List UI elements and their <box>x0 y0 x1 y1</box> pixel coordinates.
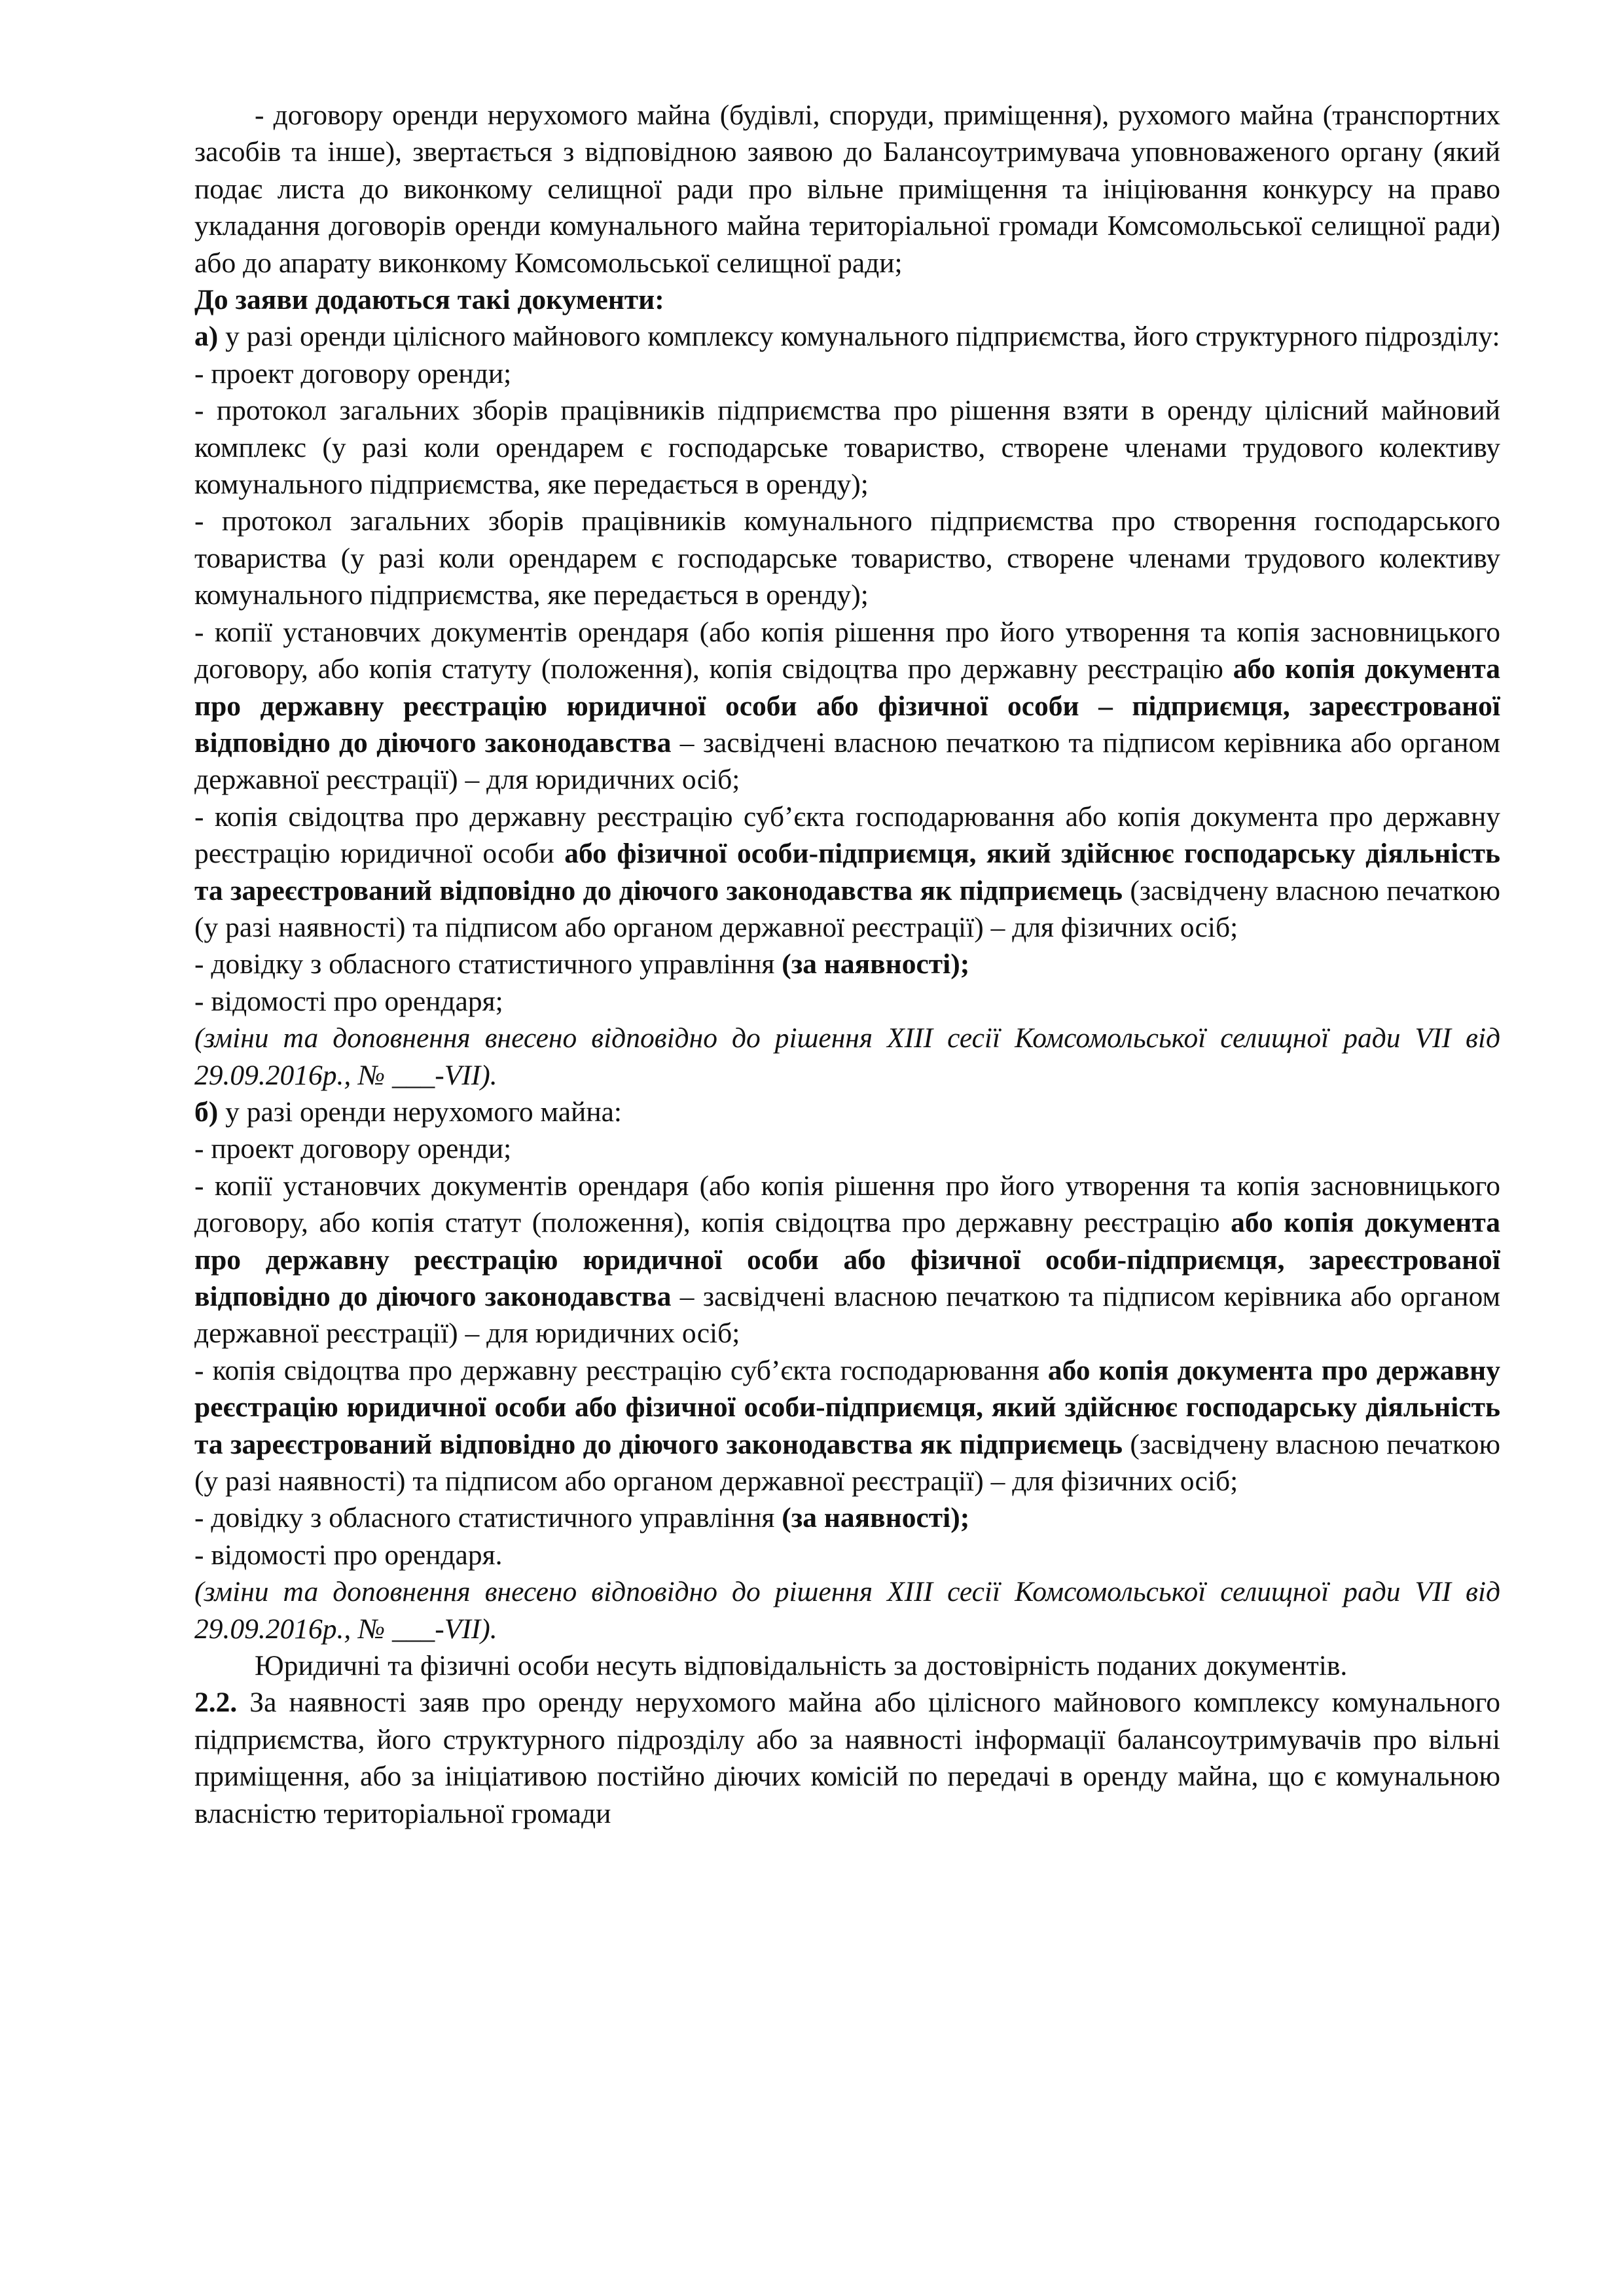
section-a-item <box>194 946 1500 982</box>
document-page <box>194 97 1500 1832</box>
item-text: - копія свідоцтва про державну реєстрацію суб’єкта господарювання або копія документа про державну реєстрацію юридичної особи <box>194 800 1500 870</box>
section-a-item: - відомості про орендаря; <box>194 985 503 1017</box>
item-bold-text: або копія документа про державну реєстрацію юридичної особи або фізичної особи – підприємця, зареєстрованої відповідно до діючого законодавства <box>194 653 1500 759</box>
section-b-intro <box>194 1094 1500 1130</box>
section-b-item <box>194 1352 1500 1500</box>
paragraph-lease-application: - договору оренди нерухомого майна (будівлі, споруди, приміщення), рухомого майна (транспортних засобів та інше), звертається з відповідною заявою до Балансоутримувача уповноваженого органу (який подає листа до виконкому селищної ради про вільне приміщення та ініціювання конкурсу на право укладання договорів оренди комунального майна територіальної громади Комсомольської селищної ради) або до апарату виконкому Комсомольської селищної ради; <box>194 99 1500 279</box>
item-text: - довідку з обласного статистичного управління <box>194 948 782 980</box>
item-text: (засвідчену власною печаткою (у разі наявності) та підписом або органом державної реєстрації) – для фізичних осіб; <box>194 1428 1500 1498</box>
section-a-item <box>194 798 1500 946</box>
section-2-2 <box>194 1684 1500 1832</box>
item-bold-text: (за наявності); <box>782 948 970 980</box>
section-b-item <box>194 1499 1500 1536</box>
section-b-item: - проект договору оренди; <box>194 1133 512 1165</box>
item-bold-text: або копія документа про державну реєстрацію юридичної особи або фізичної особи-підприємця, який здійснює господарську діяльність та зареєстрований відповідно до діючого законодавства як підприємець <box>194 1354 1500 1460</box>
section-a-marker: а) <box>194 321 219 353</box>
section-a-item: - проект договору оренди; <box>194 357 512 389</box>
amendment-note: (зміни та доповнення внесено відповідно до рішення XIII сесії Комсомольської селищної ради VII від 29.09.2016р., № ___-VII). <box>194 1022 1500 1091</box>
section-a-intro-text: у разі оренди цілісного майнового комплексу комунального підприємства, його структурного підрозділу: <box>218 321 1500 353</box>
section-2-2-text: За наявності заяв про оренду нерухомого майна або цілісного майнового комплексу комунального підприємства, його структурного підрозділу або за наявності інформації балансоутримувачів про вільні приміщення, або за ініціативою постійно діючих комісій по передачі в оренду майна, що є комунальною власністю територіальної громади <box>194 1687 1500 1829</box>
responsibility-paragraph: Юридичні та фізичні особи несуть відповідальність за достовірність поданих документів. <box>255 1650 1348 1682</box>
section-b-item <box>194 1168 1500 1352</box>
item-bold-text: або фізичної особи-підприємця, який здійснює господарську діяльність та зареєстрований відповідно до діючого законодавства як підприємець <box>194 838 1500 906</box>
section-b-intro-text: у разі оренди нерухомого майна: <box>218 1096 623 1128</box>
documents-heading: До заяви додаються такі документи: <box>194 284 664 316</box>
section-number: 2.2. <box>194 1687 238 1719</box>
item-bold-text: (за наявності); <box>782 1502 970 1534</box>
item-text: - копії установчих документів орендаря (або копія рішення про його утворення та копія засновницького договору, або копія статуту (положення), копія свідоцтва про державну реєстрацію <box>194 616 1500 685</box>
section-a-item <box>194 614 1500 798</box>
section-b-marker: б) <box>194 1096 219 1128</box>
section-a-item: - протокол загальних зборів працівників комунального підприємства про створення господарського товариства (у разі коли орендарем є господарське товариство, створене членами трудового колективу комунального підприємства, яке передається в оренду); <box>194 505 1500 611</box>
section-a-item: - протокол загальних зборів працівників підприємства про рішення взяти в оренду цілісний майновий комплекс (у разі коли орендарем є господарське товариство, створене членами трудового колективу комунального підприємства, яке передається в оренду); <box>194 395 1500 501</box>
item-text: - копії установчих документів орендаря (або копія рішення про його утворення та копія засновницького договору, або копія статут (положення), копія свідоцтва про державну реєстрацію <box>194 1170 1500 1239</box>
item-bold-text: або копія документа про державну реєстрацію юридичної особи або фізичної особи-підприємця, зареєстрованої відповідно до діючого законодавства <box>194 1207 1500 1312</box>
item-text: - копія свідоцтва про державну реєстрацію суб’єкта господарювання <box>194 1354 1048 1386</box>
amendment-note: (зміни та доповнення внесено відповідно до рішення XIII сесії Комсомольської селищної ради VII від 29.09.2016р., № ___-VII). <box>194 1576 1500 1645</box>
item-text: (засвідчену власною печаткою (у разі наявності) та підписом або органом державної реєстрації) – для фізичних осіб; <box>194 874 1500 943</box>
section-b-item: - відомості про орендаря. <box>194 1539 503 1571</box>
item-text: – засвідчені власною печаткою та підписом керівника або органом державної реєстрації) – для юридичних осіб; <box>194 726 1500 796</box>
item-text: – засвідчені власною печаткою та підписом керівника або органом державної реєстрації) – для юридичних осіб; <box>194 1281 1500 1350</box>
item-text: - довідку з обласного статистичного управління <box>194 1502 782 1534</box>
section-a-intro <box>194 318 1500 355</box>
